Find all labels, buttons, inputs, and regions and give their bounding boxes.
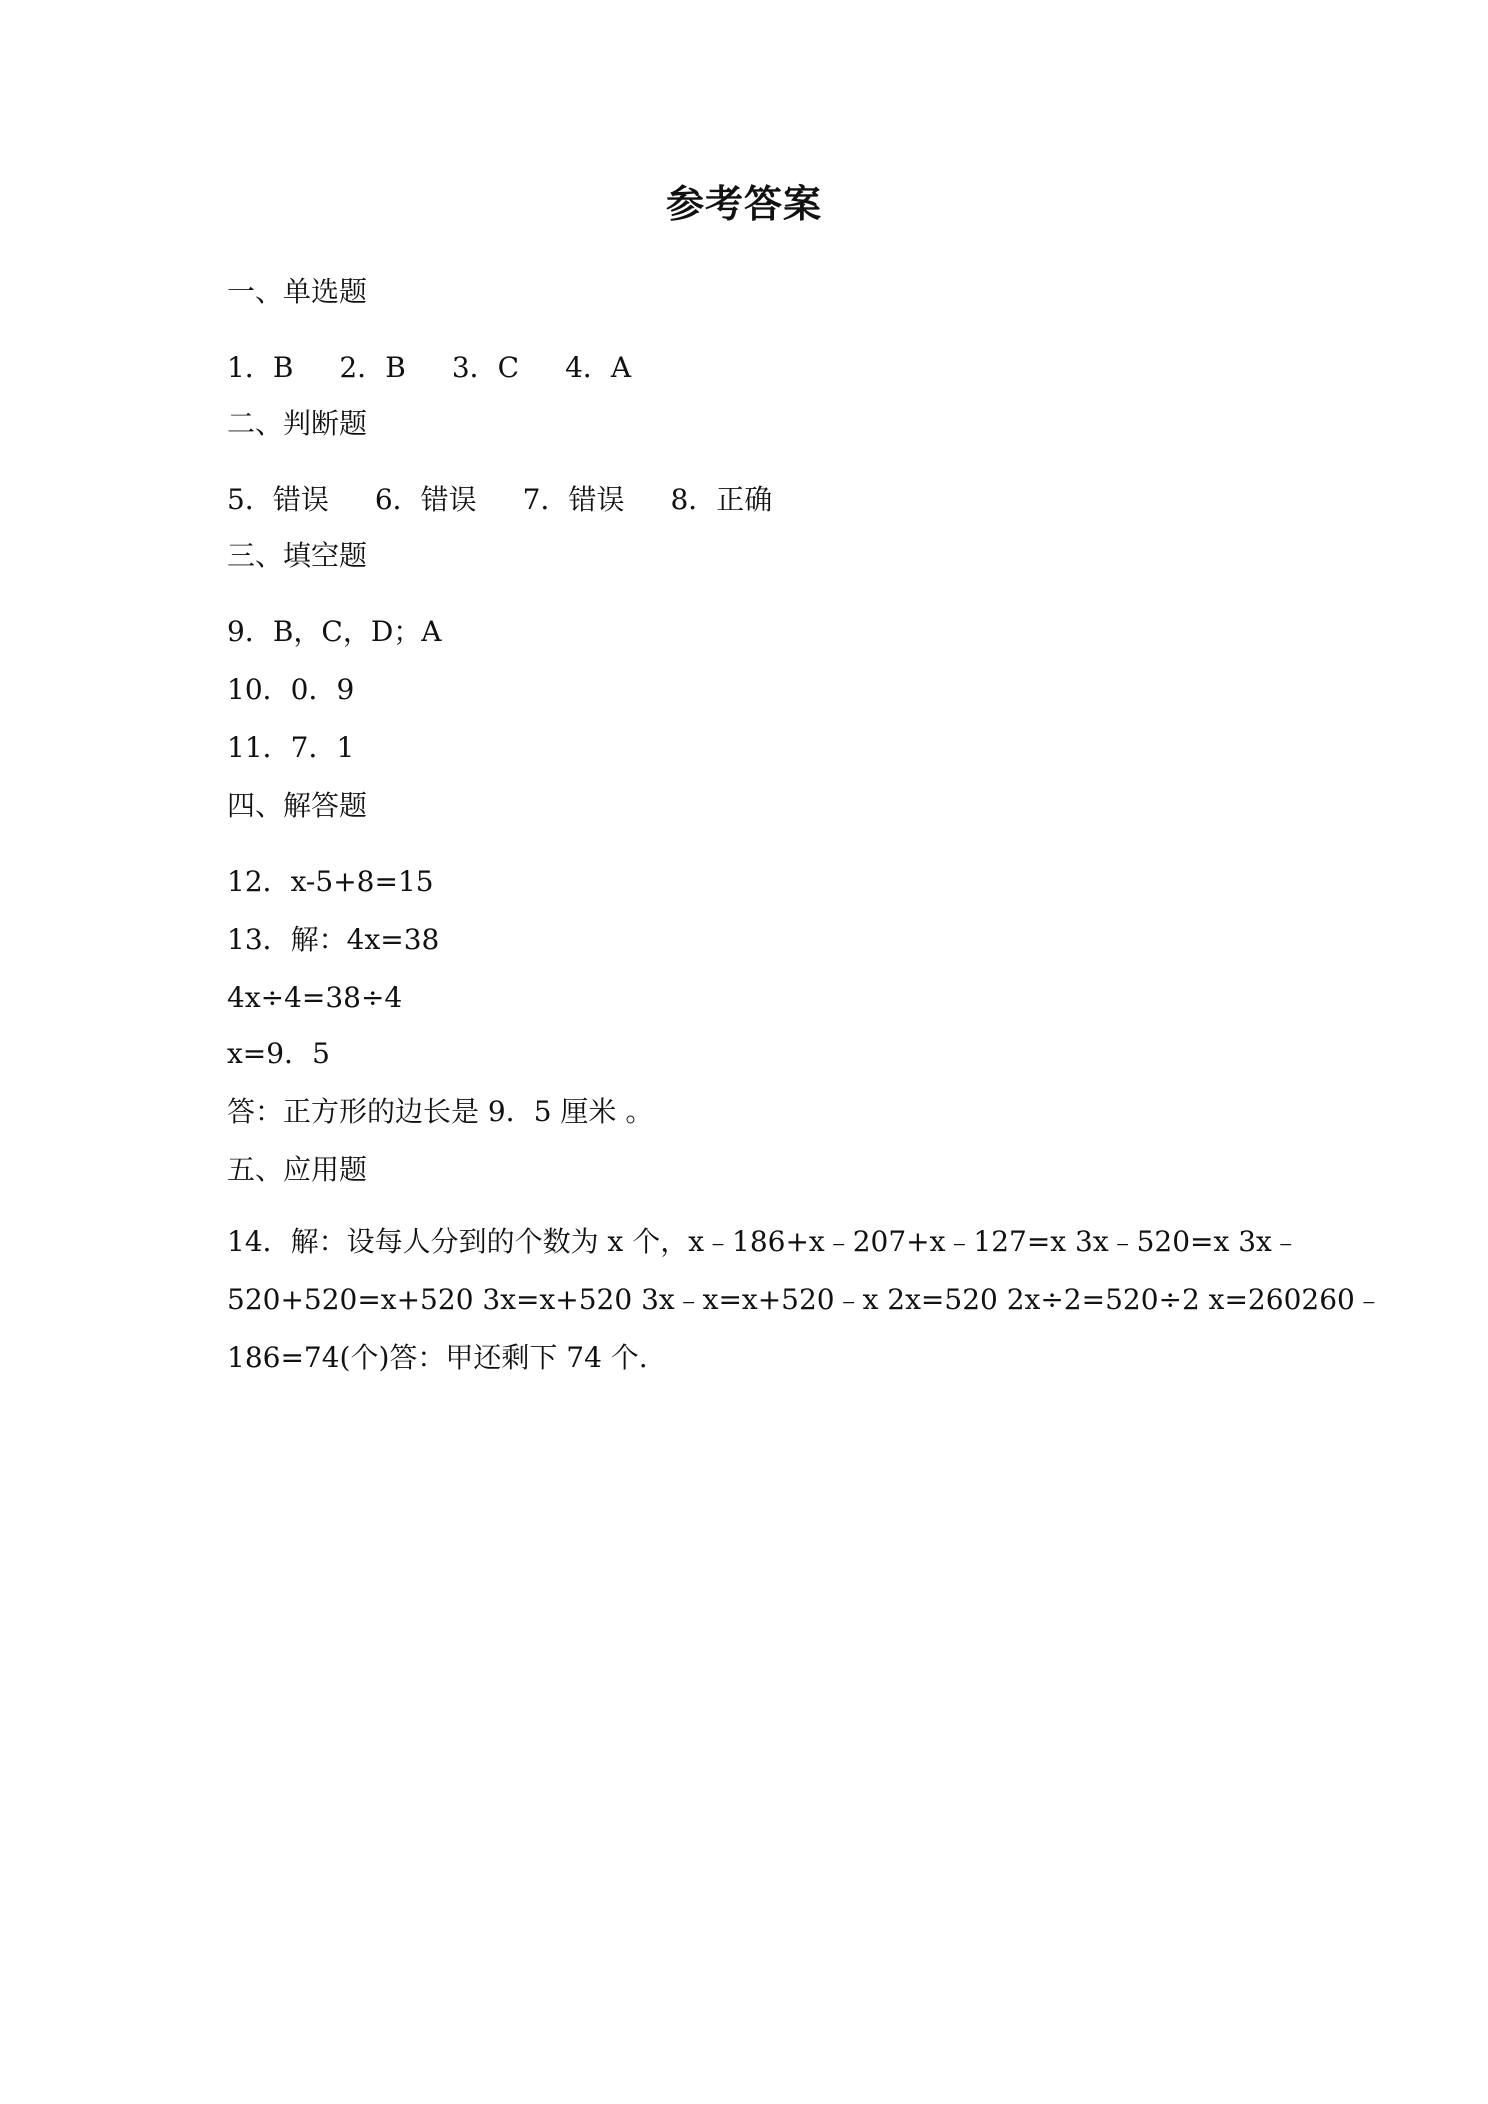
section-heading-application: 五、应用题 [227,1153,368,1186]
section-heading-solve: 四、解答题 [227,789,368,822]
section-heading-fill-blank: 三、填空题 [227,539,368,572]
answer-q7: 7．错误 [522,483,625,516]
true-false-answers [227,480,818,520]
answer-q1: 1．B [227,351,294,384]
page-title: 参考答案 [665,182,822,226]
section-heading-single-choice: 一、单选题 [227,275,368,308]
answer-q8: 8．正确 [670,483,773,516]
answer-q13-line1: 13．解：4x=38 [227,923,440,956]
answer-q12: 12．x-5+8=15 [227,865,434,898]
answer-q14-line2: 520+520=x+520 3x=x+520 3x﹣x=x+520﹣x 2x=520 2x÷2=520÷2 x=260260﹣ [227,1283,1383,1316]
answer-q9: 9．B，C，D；A [227,615,442,648]
single-choice-answers [227,348,677,388]
answer-q3: 3．C [451,351,520,384]
answer-q11: 11．7．1 [227,731,355,764]
answer-q13-line2: 4x÷4=38÷4 [227,981,403,1014]
answer-q13-line3: x=9．5 [227,1037,330,1070]
answer-q4: 4．A [565,351,632,384]
answer-q2: 2．B [339,351,406,384]
answer-q5: 5．错误 [227,483,329,516]
answer-q10: 10．0．9 [227,673,355,706]
answer-q14-line1: 14．解：设每人分到的个数为 x 个，x﹣186+x﹣207+x﹣127=x 3x﹣520=x 3x﹣ [227,1225,1300,1258]
section-heading-true-false: 二、判断题 [227,407,368,440]
answer-q13-line4: 答：正方形的边长是 9．5 厘米 。 [227,1095,654,1128]
answer-q14-line3: 186=74(个)答：甲还剩下 74 个. [227,1341,648,1374]
answer-q6: 6．错误 [374,483,477,516]
